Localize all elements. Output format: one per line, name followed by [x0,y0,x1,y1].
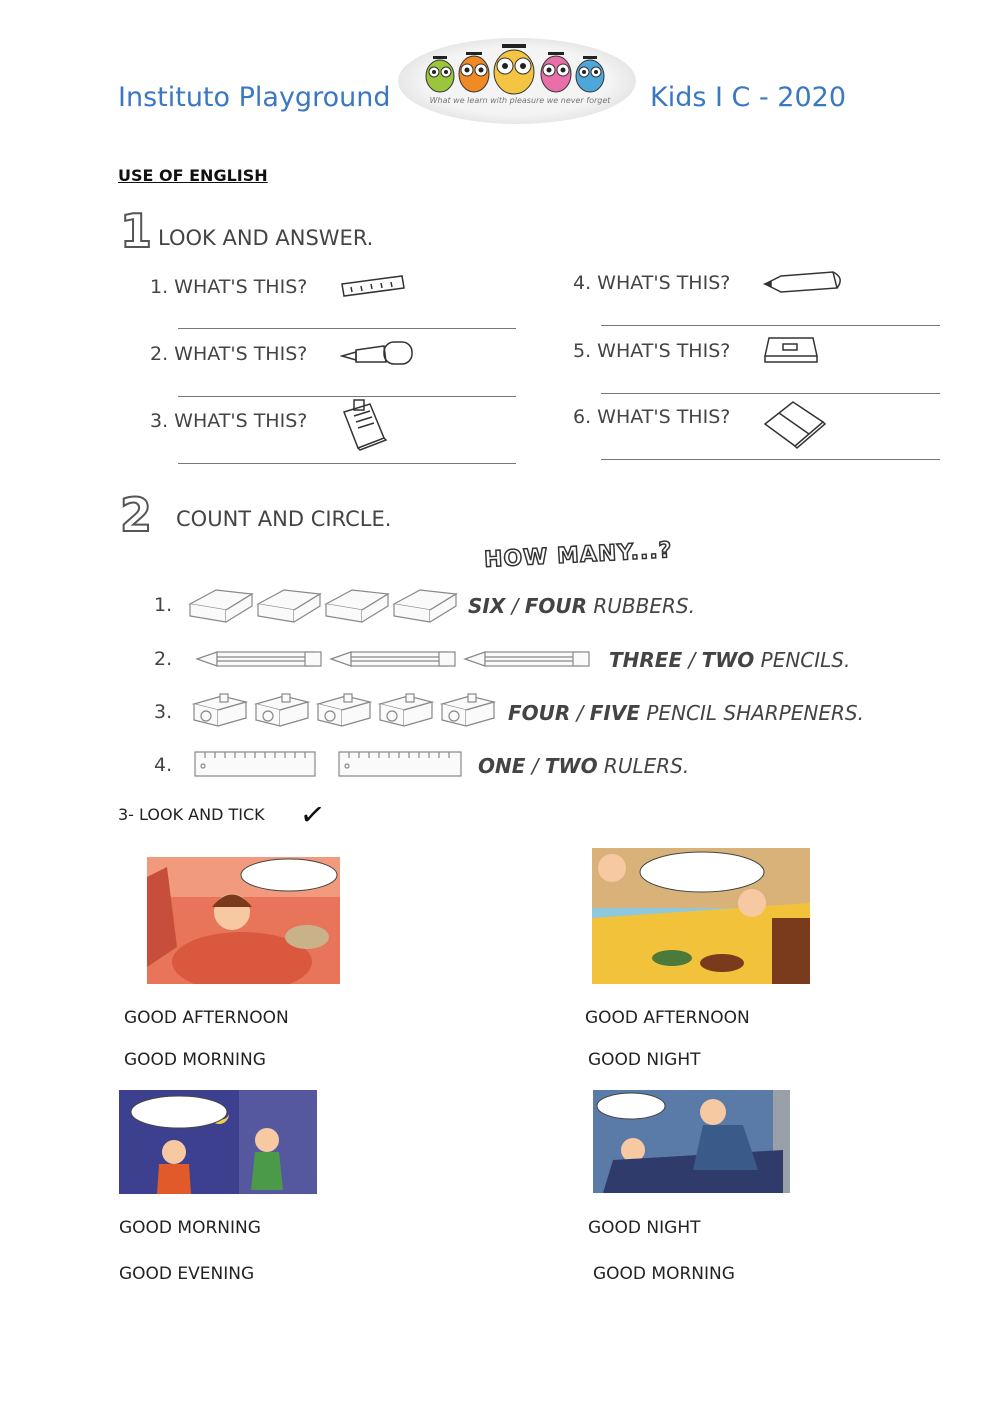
count-item-2-number: 2. [154,648,173,670]
count-item-1-number: 1. [154,594,173,616]
school-name: Instituto Playground [118,82,391,113]
course-name: Kids I C - 2020 [650,82,847,113]
noun-rubbers: RUBBERS. [587,594,695,618]
picture-morning [147,857,340,984]
picture2-option-1[interactable]: GOOD AFTERNOON [585,1008,750,1028]
rubbers-group [188,586,460,626]
pencils-group [195,647,595,671]
rubber-icon [763,398,827,450]
picture1-option-2[interactable]: GOOD MORNING [124,1050,266,1070]
owls-logo-icon [418,44,618,96]
use-of-english-heading: USE OF ENGLISH [118,166,268,185]
picture3-option-2[interactable]: GOOD EVENING [119,1264,255,1284]
picture4-option-2[interactable]: GOOD MORNING [593,1264,735,1284]
option-five[interactable]: FIVE [589,701,641,725]
picture1-option-1[interactable]: GOOD AFTERNOON [124,1008,289,1028]
picture-afternoon [592,848,810,984]
picture2-option-2[interactable]: GOOD NIGHT [588,1050,701,1070]
option-two[interactable]: TWO [701,648,755,672]
how-many-banner: HOW MANY...? [483,538,674,573]
section1-number: 1 [120,204,153,258]
rulers-group [193,750,465,780]
ruler-icon [340,272,406,300]
count-item-4-number: 4. [154,754,173,776]
answer-line-2[interactable] [178,396,516,397]
book-icon [340,398,390,452]
option-four[interactable]: FOUR [524,594,588,618]
question-4: 4. WHAT'S THIS? [573,272,731,294]
picture3-option-1[interactable]: GOOD MORNING [119,1218,261,1238]
count-item-3-text [508,701,864,725]
noun-sharpeners: PENCIL SHARPENERS. [640,701,864,725]
picture-night [593,1090,790,1193]
option-four[interactable]: FOUR [508,701,571,725]
logo-motto: What we learn with pleasure we never forget [429,96,611,105]
option-three[interactable]: THREE [609,648,683,672]
section2-number: 2 [120,488,153,542]
section1-title: LOOK AND ANSWER. [158,226,374,250]
section3-title-text: 3- LOOK AND TICK [118,805,265,824]
answer-line-4[interactable] [601,325,940,326]
pen-icon [340,338,416,368]
option-one[interactable]: ONE [478,754,526,778]
section3-title [118,805,265,824]
count-item-3-number: 3. [154,701,173,723]
separator: / [682,648,702,672]
pencil-case-icon [763,334,821,364]
answer-line-6[interactable] [601,459,940,460]
sharpeners-group [192,690,498,730]
question-1: 1. WHAT'S THIS? [150,276,308,298]
tick-icon: ✓ [297,796,328,835]
question-5: 5. WHAT'S THIS? [573,340,731,362]
separator: / [505,594,525,618]
question-6: 6. WHAT'S THIS? [573,406,731,428]
pencil-icon [763,268,847,296]
separator: / [525,754,545,778]
picture4-option-1[interactable]: GOOD NIGHT [588,1218,701,1238]
separator: / [570,701,590,725]
picture-evening [119,1090,317,1194]
count-item-2-text [609,648,850,672]
noun-pencils: PENCILS. [754,648,851,672]
count-item-1-text [468,594,695,618]
question-3: 3. WHAT'S THIS? [150,410,308,432]
question-2: 2. WHAT'S THIS? [150,343,308,365]
section2-title: COUNT AND CIRCLE. [176,507,392,531]
option-two[interactable]: TWO [544,754,598,778]
answer-line-5[interactable] [601,393,940,394]
answer-line-3[interactable] [178,463,516,464]
count-item-4-text [478,754,689,778]
noun-rulers: RULERS. [597,754,690,778]
answer-line-1[interactable] [178,328,516,329]
option-six[interactable]: SIX [468,594,506,618]
